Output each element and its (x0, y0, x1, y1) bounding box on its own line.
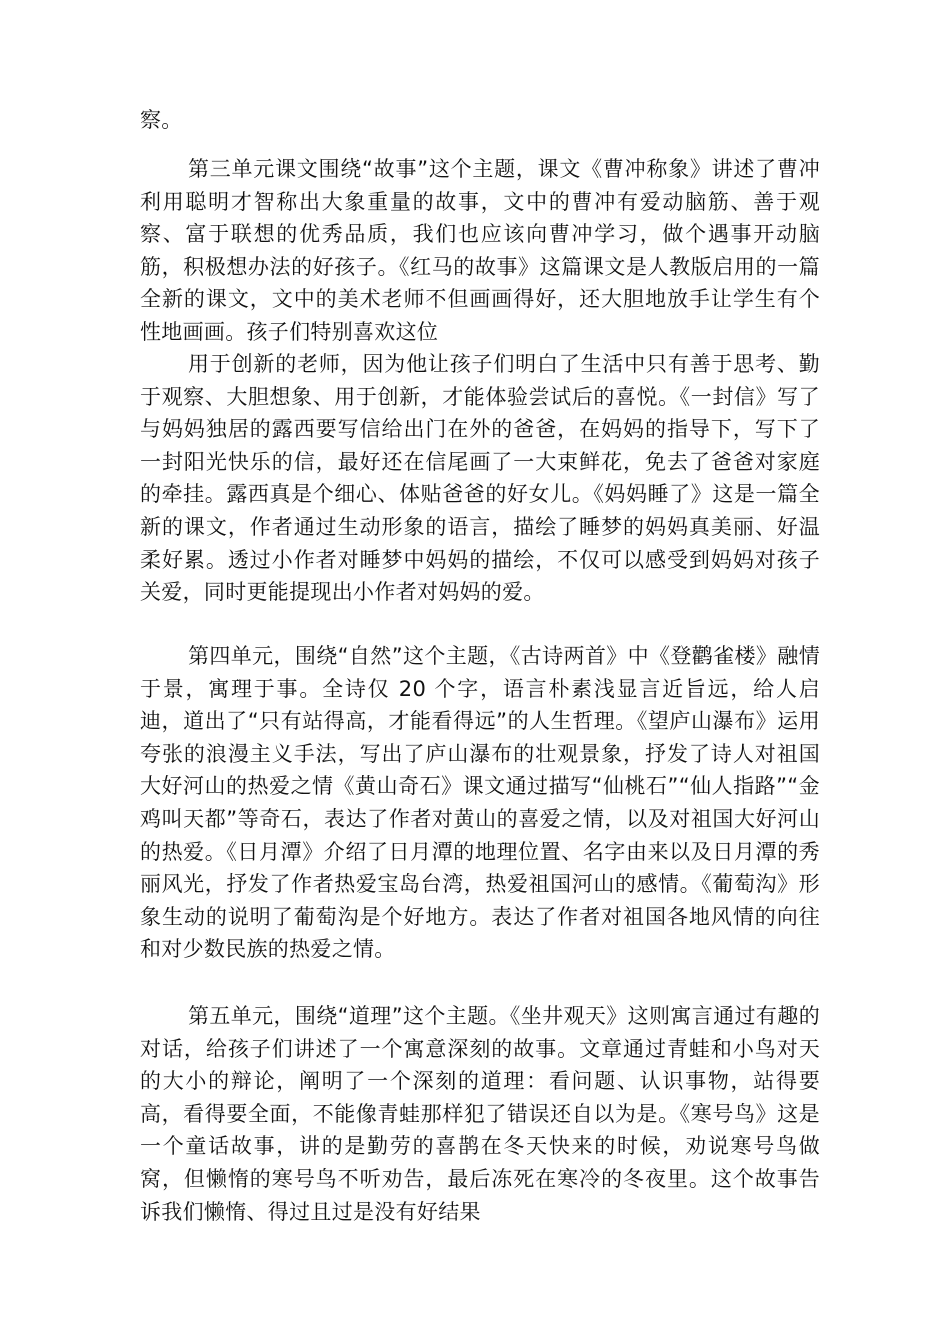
body-text (140, 153, 820, 349)
paragraph-unit-four: 第四单元，围绕“自然”这个主题，《古诗两首》中《登鹳雀楼》融情于景，寓理于事。全诗仅 20 个字，语言朴素浅显言近旨远，给人启迪，道出了“只有站得高，才能看得远”的人生哲理。《望庐山瀑布》运用夸张的浪漫主义手法，写出了庐山瀑布的壮观景象，抒发了诗人对祖国大好河山的热爱之情《黄山奇石》课文通过描写“仙桃石”“仙人指路”“金鸡叫天都”等奇石，表达了作者对黄山的喜爱之情，以及对祖国大好河山的热爱。《日月潭》介绍了日月潭的地理位置、名字由来以及日月潭的秀丽风光，抒发了作者热爱宝岛台湾，热爱祖国河山的感情。《葡萄沟》形象生动的说明了葡萄沟是个好地方。表达了作者对祖国各地风情的向往和对少数民族的热爱之情。 (140, 644, 820, 962)
paragraph-creative-teacher: 用于创新的老师，因为他让孩子们明白了生活中只有善于思考、勤于观察、大胆想象、用于创新，才能体验尝试后的喜悦。《一封信》写了与妈妈独居的露西要写信给出门在外的爸爸，在妈妈的指导下，写下了一封阳光快乐的信，最好还在信尾画了一大束鲜花，免去了爸爸对家庭的牵挂。露西真是个细心、体贴爸爸的好女儿。《妈妈睡了》这是一篇全新的课文，作者通过生动形象的语言，描绘了睡梦的妈妈真美丽、好温柔好累。透过小作者对睡梦中妈妈的描绘，不仅可以感受到妈妈对孩子关爱，同时更能提现出小作者对妈妈的爱。 (140, 352, 820, 605)
body-text (140, 348, 820, 609)
paragraph-unit-three: 第三单元课文围绕“故事”这个主题，课文《曹冲称象》讲述了曹冲利用聪明才智称出大象重量的故事，文中的曹冲有爱动脑筋、善于观察、富于联想的优秀品质，我们也应该向曹冲学习，做个遇事开动脑筋，积极想办法的好孩子。《红马的故事》这篇课文是人教版启用的一篇全新的课文，文中的美术老师不但画画得好，还大胆地放手让学生有个性地画画。孩子们特别喜欢这位 (140, 157, 820, 344)
body-text (140, 104, 820, 137)
paragraph-unit-five: 第五单元，围绕“道理”这个主题。《坐井观天》这则寓言通过有趣的对话，给孩子们讲述了一个寓意深刻的故事。文章通过青蛙和小鸟对天的大小的辩论，阐明了一个深刻的道理：看问题、认识事物，站得要高，看得要全面，不能像青蛙那样犯了错误还自以为是。《寒号鸟》这是一个童话故事，讲的是勤劳的喜鹊在冬天快来的时候，劝说寒号鸟做窝，但懒惰的寒号鸟不听劝告，最后冻死在寒冷的冬夜里。这个故事告诉我们懒惰、得过且过是没有好结果 (140, 1004, 820, 1224)
paragraph-continuation: 察。 (140, 108, 183, 132)
body-text (140, 1000, 820, 1228)
body-text (140, 640, 820, 966)
